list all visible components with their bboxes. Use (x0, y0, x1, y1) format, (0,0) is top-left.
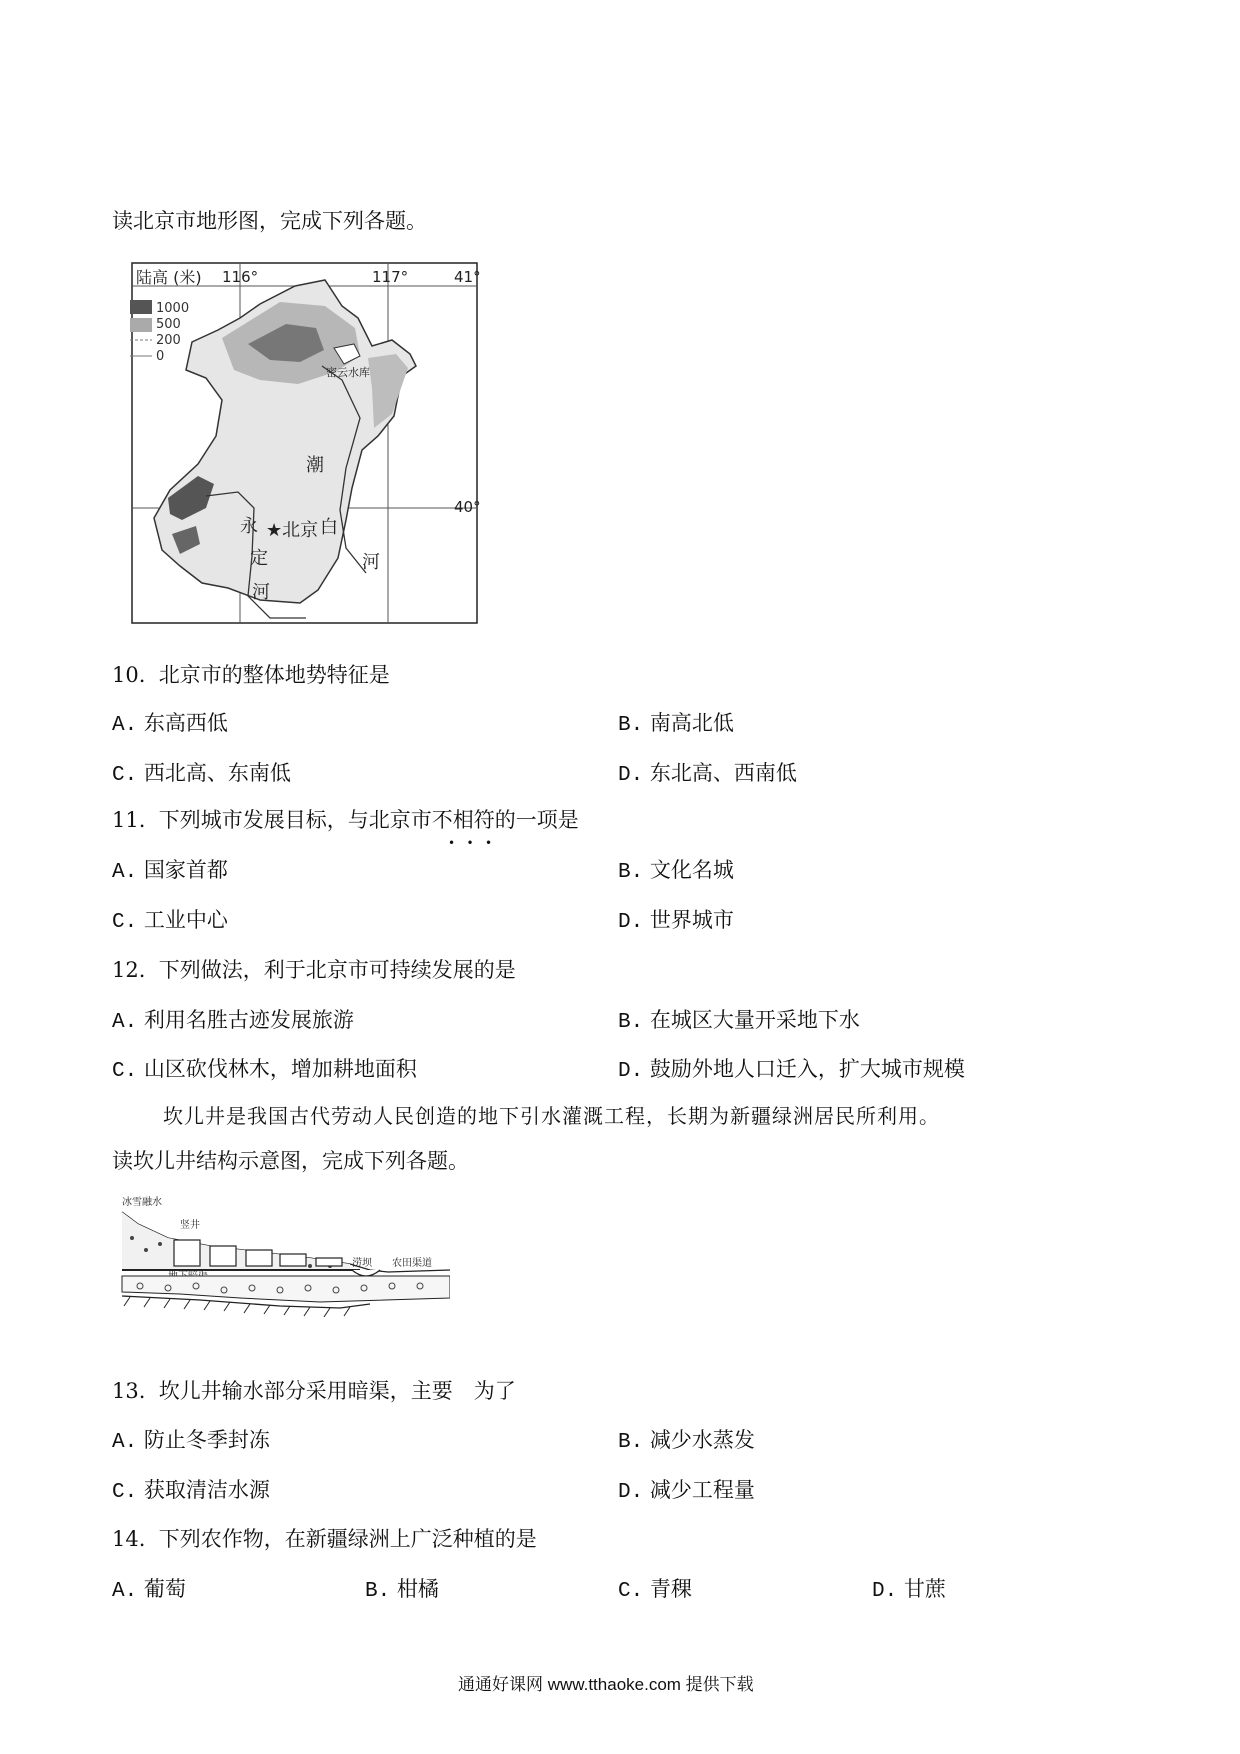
q14-option-a[interactable]: A. 葡萄 (112, 1577, 186, 1603)
q13-text: 坎儿井输水部分采用暗渠，主要 为了 (158, 1379, 516, 1403)
q14-option-c[interactable]: C. 青稞 (618, 1577, 692, 1603)
q12-option-c[interactable]: C. 山区砍伐林木，增加耕地面积 (112, 1057, 417, 1083)
page-footer: 通通好课网 www.tthaoke.com 提供下载 (458, 1675, 754, 1694)
emphasis-dots: • • • (448, 836, 493, 850)
q10-option-a[interactable]: A. 东高西低 (112, 711, 228, 737)
q14-option-d[interactable]: D. 甘蔗 (872, 1577, 946, 1603)
q12-number: 12. (112, 958, 146, 982)
chaobai-char-3: 河 (362, 552, 380, 573)
dam-label: 涝坝 (352, 1258, 372, 1269)
chaobai-char-2: 白 (320, 517, 338, 538)
q13-option-d[interactable]: D. 减少工程量 (618, 1478, 755, 1504)
q14-stem (112, 1529, 537, 1550)
q11-option-c[interactable]: C. 工业中心 (112, 908, 228, 934)
beijing-topographic-map (110, 258, 490, 628)
q11-option-b[interactable]: B. 文化名城 (618, 858, 734, 884)
legend-0: 0 (156, 349, 165, 364)
q10-option-b[interactable]: B. 南高北低 (618, 711, 734, 737)
lat-label-41: 41° (454, 268, 481, 286)
snowmelt-label: 冰雪融水 (122, 1197, 162, 1208)
shaft-label: 竖井 (180, 1220, 200, 1231)
q14-text: 下列农作物，在新疆绿洲上广泛种植的是 (158, 1527, 537, 1551)
reservoir-label: 密云水库 (326, 366, 370, 379)
kanerjing-passage: 坎儿井是我国古代劳动人民创造的地下引水灌溉工程，长期为新疆绿洲居民所利用。 (163, 1104, 940, 1128)
q11-option-a[interactable]: A. 国家首都 (112, 858, 228, 884)
q13-option-a[interactable]: A. 防止冬季封冻 (112, 1428, 270, 1454)
q10-option-c[interactable]: C. 西北高、东南低 (112, 761, 291, 787)
q10-text: 北京市的整体地势特征是 (158, 663, 390, 687)
kanerjing-structure-diagram (120, 1194, 450, 1324)
legend-200: 200 (156, 333, 181, 348)
intro-text-1: 读北京市地形图，完成下列各题。 (112, 209, 427, 233)
chaobai-char-1: 潮 (306, 455, 324, 476)
beijing-city-label: ★北京 (266, 520, 319, 541)
q11-number: 11. (112, 808, 146, 832)
q13-option-b[interactable]: B. 减少水蒸发 (618, 1428, 755, 1454)
yongding-char-3: 河 (252, 582, 270, 603)
q11-stem (112, 810, 579, 831)
legend-500: 500 (156, 317, 181, 332)
q13-stem (112, 1381, 516, 1402)
q13-option-c[interactable]: C. 获取清洁水源 (112, 1478, 270, 1504)
q11-text: 下列城市发展目标，与北京市不相符的一项是 (158, 808, 579, 832)
legend-1000: 1000 (156, 301, 190, 316)
farm-channel-label: 农田渠道 (392, 1258, 432, 1269)
q13-number: 13. (112, 1379, 146, 1403)
lat-label-40: 40° (454, 498, 481, 516)
q11-option-d[interactable]: D. 世界城市 (618, 908, 734, 934)
q10-number: 10. (112, 663, 146, 687)
q10-option-d[interactable]: D. 东北高、西南低 (618, 761, 797, 787)
map-legend-title: 陆高 (米) (136, 268, 202, 287)
q12-option-b[interactable]: B. 在城区大量开采地下水 (618, 1008, 860, 1034)
q14-option-b[interactable]: B. 柑橘 (365, 1577, 439, 1603)
lon-label-117: 117° (372, 268, 409, 286)
q12-option-a[interactable]: A. 利用名胜古迹发展旅游 (112, 1008, 354, 1034)
lon-label-116: 116° (222, 268, 259, 286)
q10-stem (112, 665, 390, 686)
q12-stem (112, 960, 516, 981)
yongding-char-1: 永 (240, 516, 258, 537)
q12-option-d[interactable]: D. 鼓励外地人口迁入，扩大城市规模 (618, 1057, 965, 1083)
q14-number: 14. (112, 1527, 146, 1551)
yongding-char-2: 定 (250, 548, 268, 569)
q12-text: 下列做法，利于北京市可持续发展的是 (158, 958, 516, 982)
intro-text-2: 读坎儿井结构示意图，完成下列各题。 (112, 1149, 469, 1173)
